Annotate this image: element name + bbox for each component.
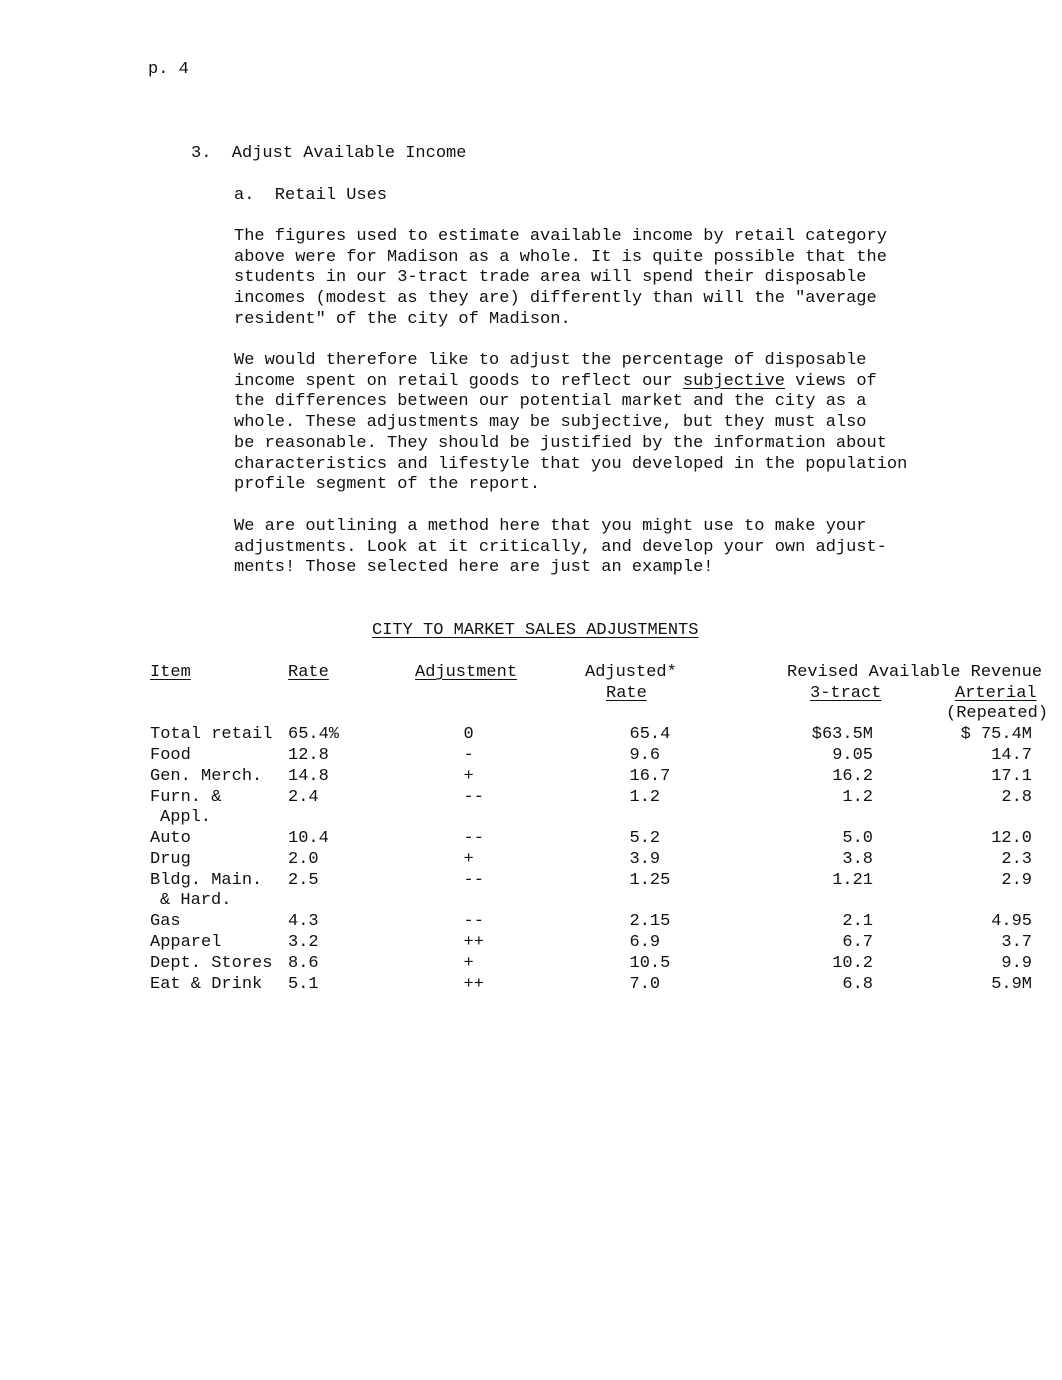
paragraph-2-part-a: We would therefore like to adjust the percentage of disposable income spent on retail goods to reflect our — [234, 351, 867, 391]
section-heading: 3. Adjust Available Income — [191, 144, 467, 163]
cell-rate: 2.5 — [288, 871, 319, 890]
cell-adjustment: + — [463, 850, 474, 869]
cell-rate: 3.2 — [288, 933, 319, 952]
cell-item: Eat & Drink — [150, 975, 263, 994]
cell-item: Dept. Stores — [150, 954, 273, 973]
cell-item: Total retail — [150, 725, 273, 744]
table-row — [0, 850, 1062, 871]
header-3-tract: 3-tract — [810, 684, 882, 703]
emphasis-subjective: subjective — [682, 371, 785, 391]
cell-arterial: 4.95 — [991, 912, 1032, 931]
cell-adjusted-rate: 16.7 — [629, 767, 671, 786]
cell-3-tract: 1.21 — [832, 871, 873, 890]
cell-adjusted-rate: 5.2 — [629, 829, 661, 848]
section-subheading: a. Retail Uses — [234, 186, 388, 205]
table-row — [0, 933, 1062, 954]
cell-rate: 65.4% — [288, 725, 340, 744]
cell-rate: 12.8 — [288, 746, 329, 765]
cell-adjusted-rate: 1.2 — [629, 788, 661, 807]
header-adjusted: Adjusted* — [585, 663, 677, 682]
cell-arterial: 17.1 — [991, 767, 1032, 786]
table-row — [0, 829, 1062, 850]
cell-adjustment: -- — [463, 912, 484, 931]
cell-adjusted-rate: 9.6 — [629, 746, 661, 765]
header-item: Item — [150, 663, 191, 682]
cell-adjustment: + — [463, 954, 474, 973]
cell-arterial: 5.9M — [991, 975, 1032, 994]
table-row — [0, 725, 1062, 746]
table-title: CITY TO MARKET SALES ADJUSTMENTS — [372, 621, 699, 640]
cell-adjusted-rate: 65.4 — [629, 725, 671, 744]
cell-item: Gen. Merch. — [150, 767, 263, 786]
cell-arterial: 2.9 — [1001, 871, 1032, 890]
cell-adjusted-rate: 3.9 — [629, 850, 661, 869]
cell-arterial: 14.7 — [991, 746, 1032, 765]
table-row — [0, 767, 1062, 788]
header-arterial: Arterial — [955, 684, 1037, 703]
cell-adjustment: ++ — [463, 933, 484, 952]
cell-item: Apparel — [150, 933, 222, 952]
cell-item-continuation: & Hard. — [160, 891, 232, 910]
table-row — [0, 871, 1062, 892]
cell-adjusted-rate: 10.5 — [629, 954, 671, 973]
cell-rate: 10.4 — [288, 829, 329, 848]
paragraph-2 — [234, 351, 954, 496]
table-row — [0, 912, 1062, 933]
paragraph-3: We are outlining a method here that you might use to make your adjustments. Look at it critically, and develop your own adjust- ments! Those selected here are just an example! — [234, 517, 887, 578]
cell-item: Gas — [150, 912, 181, 931]
cell-arterial: $ 75.4M — [960, 725, 1032, 744]
cell-3-tract: 16.2 — [832, 767, 873, 786]
cell-adjustment: ++ — [463, 975, 484, 994]
cell-adjusted-rate: 7.0 — [629, 975, 661, 994]
cell-adjusted-rate: 1.25 — [629, 871, 671, 890]
header-adjusted-rate: Rate — [606, 684, 647, 703]
cell-3-tract: 10.2 — [832, 954, 873, 973]
cell-3-tract: 6.7 — [842, 933, 873, 952]
header-revised-revenue: Revised Available Revenue — [787, 663, 1043, 682]
cell-adjusted-rate: 6.9 — [629, 933, 661, 952]
cell-item: Bldg. Main. — [150, 871, 263, 890]
cell-arterial: 9.9 — [1001, 954, 1032, 973]
paragraph-1: The figures used to estimate available income by retail category above were for Madison as a whole. It is quite possible that the students in our 3-tract trade area will spend their disposable incomes (modest as they are) differently than will the "average resident" of the city of Madison. — [234, 227, 887, 329]
cell-adjustment: 0 — [463, 725, 474, 744]
cell-adjustment: -- — [463, 871, 484, 890]
cell-rate: 2.0 — [288, 850, 319, 869]
table-row — [0, 975, 1062, 996]
cell-item: Furn. & — [150, 788, 222, 807]
cell-3-tract: 3.8 — [842, 850, 873, 869]
cell-3-tract: 9.05 — [832, 746, 873, 765]
cell-rate: 8.6 — [288, 954, 319, 973]
cell-adjustment: -- — [463, 829, 484, 848]
cell-arterial: 2.3 — [1001, 850, 1032, 869]
cell-item: Food — [150, 746, 191, 765]
cell-adjustment: + — [463, 767, 474, 786]
cell-arterial: 3.7 — [1001, 933, 1032, 952]
cell-rate: 5.1 — [288, 975, 319, 994]
table-row — [0, 746, 1062, 767]
table-row — [0, 788, 1062, 809]
cell-arterial: 12.0 — [991, 829, 1032, 848]
cell-adjustment: - — [463, 746, 474, 765]
page-number: p. 4 — [148, 60, 189, 79]
table-row-continuation — [0, 891, 1062, 912]
cell-rate: 14.8 — [288, 767, 329, 786]
cell-item: Auto — [150, 829, 191, 848]
cell-item: Drug — [150, 850, 191, 869]
header-repeated: (Repeated) — [946, 704, 1049, 723]
cell-3-tract: 5.0 — [842, 829, 873, 848]
cell-adjusted-rate: 2.15 — [629, 912, 671, 931]
paragraph-2-part-b: views of the differences between our potential market and the city as a whole. These adjustments may be subjective, but they must also be reasonable. They should be justified by the information about characteristics and lifestyle that you developed in the population profile segment of the report. — [234, 371, 908, 495]
header-adjustment: Adjustment — [415, 663, 518, 682]
header-rate: Rate — [288, 663, 329, 682]
table-row-continuation — [0, 808, 1062, 829]
cell-item-continuation: Appl. — [160, 808, 212, 827]
cell-rate: 4.3 — [288, 912, 319, 931]
cell-rate: 2.4 — [288, 788, 319, 807]
cell-3-tract: $63.5M — [811, 725, 873, 744]
cell-3-tract: 2.1 — [842, 912, 873, 931]
cell-3-tract: 6.8 — [842, 975, 873, 994]
cell-3-tract: 1.2 — [842, 788, 873, 807]
cell-arterial: 2.8 — [1001, 788, 1032, 807]
cell-adjustment: -- — [463, 788, 484, 807]
table-row — [0, 954, 1062, 975]
